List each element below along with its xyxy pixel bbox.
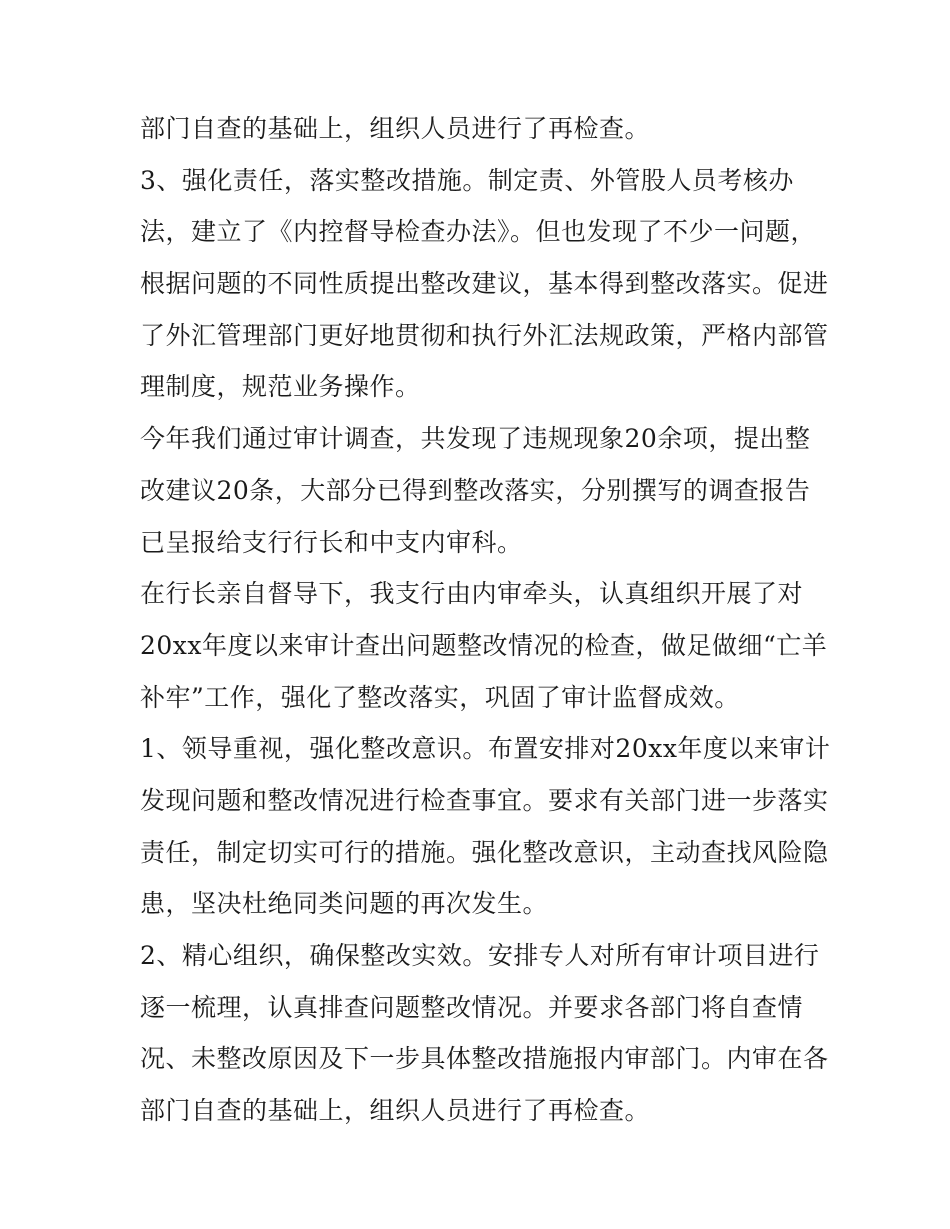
text-line: 法，建立了《内控督导检查办法》。但也发现了不少一问题， — [140, 217, 817, 247]
text-line: 根据问题的不同性质提出整改建议，基本得到整改落实。促进 — [140, 269, 829, 299]
text-line: 况、未整改原因及下一步具体整改措施报内审部门。内审在各 — [140, 1044, 829, 1074]
text-line: 患，坚决杜绝同类问题的再次发生。 — [140, 889, 549, 919]
text-line: 在行长亲自督导下，我支行由内审牵头，认真组织开展了对 — [140, 579, 804, 609]
text-line: 部门自查的基础上，组织人员进行了再检查。 — [140, 114, 651, 143]
text-line: 责任，制定切实可行的措施。强化整改意识，主动查找风险隐 — [140, 837, 829, 867]
text-line: 补牢”工作，强化了整改落实，巩固了审计监督成效。 — [140, 682, 740, 712]
text-line: 理制度，规范业务操作。 — [140, 372, 421, 402]
text-line: 1、领导重视，强化整改意识。布置安排对20xx年度以来审计 — [140, 734, 831, 764]
text-line: 今年我们通过审计调查，共发现了违规现象20余项，提出整 — [140, 424, 811, 454]
text-line: 了外汇管理部门更好地贯彻和执行外汇法规政策，严格内部管 — [140, 320, 829, 350]
text-line: 3、强化责任，落实整改措施。制定责、外管股人员考核办 — [140, 165, 794, 195]
text-line: 已呈报给支行行长和中支内审科。 — [140, 527, 523, 557]
text-line: 20xx年度以来审计查出问题整改情况的检查，做足做细“亡羊 — [140, 630, 828, 660]
document-body — [140, 103, 831, 1137]
text-line: 2、精心组织，确保整改实效。安排专人对所有审计项目进行 — [140, 941, 820, 970]
text-line: 改建议20条，大部分已得到整改落实，分别撰写的调查报告 — [140, 475, 811, 505]
text-line: 部门自查的基础上，组织人员进行了再检查。 — [140, 1096, 651, 1126]
text-line: 发现问题和整改情况进行检查事宜。要求有关部门进一步落实 — [140, 785, 829, 815]
text-line: 逐一梳理，认真排查问题整改情况。并要求各部门将自查情 — [140, 992, 804, 1022]
